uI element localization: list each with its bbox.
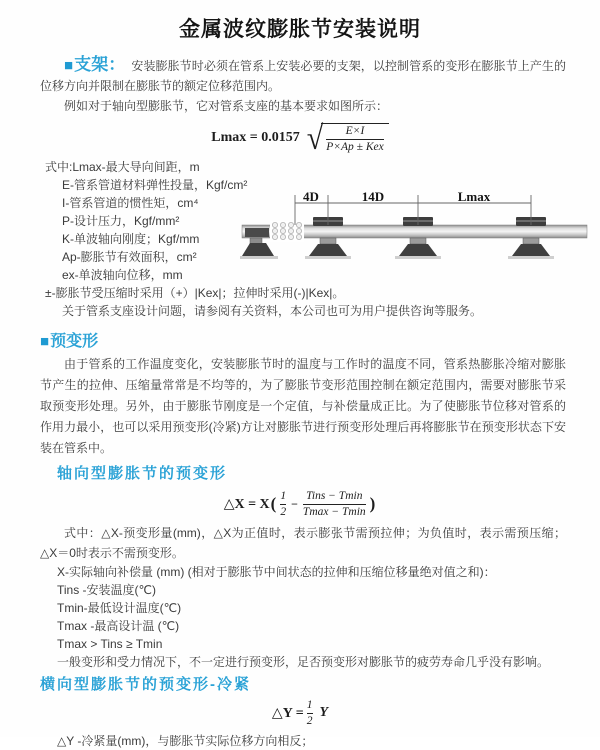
definition-line: ±-膨胀节受压缩时采用（+）|Kex|；拉伸时采用(-)|Kex|。 xyxy=(45,286,345,300)
fraction-numerator: Tins − Tmin xyxy=(306,489,363,502)
lmax-fraction-numerator: E×I xyxy=(345,124,365,137)
dim-label-14d: 14D xyxy=(361,189,385,204)
lateral-item: △Y -冷紧量(mm)，与膨胀节实际位移方向相反； xyxy=(57,734,314,748)
definition-line: 关于管系支座设计问题，请参阅有关资料，本公司也可为用户提供咨询等服务。 xyxy=(62,304,483,318)
half-fraction xyxy=(307,699,313,728)
fraction-denominator: 2 xyxy=(280,505,287,518)
fraction-numerator: 1 xyxy=(306,698,313,711)
definition-line: I-管系管道的惯性矩，cm⁴ xyxy=(62,196,199,210)
fraction-numerator: 1 xyxy=(280,489,287,502)
axial-item: Tmax > Tins ≥ Tmin xyxy=(57,637,163,651)
support-section-heading: 支架： xyxy=(74,55,126,74)
fraction-bar xyxy=(326,139,384,140)
left-paren: ( xyxy=(270,494,277,513)
lateral-formula xyxy=(0,698,600,728)
minus-operator: − xyxy=(291,496,298,511)
dim-label-4d: 4D xyxy=(303,189,319,204)
lateral-formula-rhs: Y xyxy=(319,705,329,720)
lmax-formula-fraction xyxy=(321,123,389,154)
definition-line: K-单波轴向刚度；Kgf/mm xyxy=(62,232,200,246)
axial-subsection-heading: 轴向型膨胀节的预变形 xyxy=(57,465,228,482)
page-title: 金属波纹膨胀节安装说明 xyxy=(179,18,421,41)
fraction-bar xyxy=(303,504,366,505)
fraction-denominator: 2 xyxy=(306,714,313,727)
fraction-bar xyxy=(280,504,286,505)
fraction-denominator: Tmax − Tmin xyxy=(302,505,366,518)
definition-line: P-设计压力，Kgf/mm² xyxy=(62,214,180,228)
half-fraction xyxy=(280,490,286,519)
fraction-bar xyxy=(307,713,313,714)
definition-line: 式中:Lmax-最大导向间距，m xyxy=(45,160,200,174)
axial-formula xyxy=(0,487,600,521)
predeform-heading-text: 预变形 xyxy=(50,333,99,350)
lmax-formula-lhs: Lmax = 0.0157 xyxy=(211,130,300,145)
definition-line: E-管系管道材料弹性投量，Kgf/cm² xyxy=(62,178,248,192)
predeform-body-paragraph: 由于管系的工作温度变化，安装膨胀节时的温度与工作时的温度不同，管系热膨胀冷缩对膨胀节产生的拉伸、压缩量常常是不均等的，为了膨胀节变形范围控制在额定范围内，需要对膨胀节采取预变形处理。另外，由于膨胀节刚度是一个定值，与补偿量成正比。为了使膨胀节位移对管系的作用力最小，也可以采用预变形(冷紧)方让对膨胀节进行预变形处理后再将膨胀节在预变形状态下安装在管系中。 xyxy=(40,357,566,455)
right-paren: ) xyxy=(369,494,376,513)
lmax-formula xyxy=(0,119,600,157)
definition-line: Ap-膨胀节有效面积，cm² xyxy=(62,250,197,264)
support-intro-text: 安装膨胀节时必须在管系上安装必要的支架，以控制管系的变形在膨胀节上产生的位移方向并限制在膨胀节的额定位移范围内。 xyxy=(40,59,567,93)
axial-item: Tmax -最高设计温 (℃) xyxy=(57,619,180,633)
dim-label-lmax: Lmax xyxy=(457,189,491,204)
definition-line: ex-单波轴向位移，mm xyxy=(62,268,183,282)
axial-item: Tmin-最低设计温度(℃) xyxy=(57,601,182,615)
axial-item: Tins -安装温度(℃) xyxy=(57,583,157,597)
support-intro-paragraph xyxy=(40,55,566,96)
pipe-support-diagram xyxy=(240,190,592,268)
section-square-icon: ■ xyxy=(64,57,74,74)
axial-note: 一般变形和受力情况下，不一定进行预变形，足否预变形对膨胀节的疲劳寿命几乎没有影响。 xyxy=(57,655,550,669)
axial-formula-lhs: △X = X xyxy=(223,496,270,512)
radical-sign-icon: √ xyxy=(306,119,324,157)
lmax-fraction-denominator: P×Ap ± Kex xyxy=(326,140,384,153)
temperature-fraction xyxy=(303,490,366,519)
support-example-line: 例如对于轴向型膨胀节，它对管系支座的基本要求如图所示： xyxy=(64,99,389,113)
section-square-icon: ■ xyxy=(40,333,50,350)
predeform-section-heading xyxy=(40,332,566,352)
axial-items-list xyxy=(57,563,566,671)
lateral-formula-lhs: △Y = xyxy=(271,705,304,721)
axial-explain-paragraph: 式中：△X-预变形量(mm)，△X为正值时，表示膨张节需预拉伸；为负值时，表示需预压缩；△X＝0时表示不需预变形。 xyxy=(40,526,566,560)
axial-item: X-实际轴向补偿量 (mm) (相对于膨胀节中间状态的拉伸和压缩位移量绝对值之和)： xyxy=(57,565,496,579)
lateral-subsection-heading: 横向型膨胀节的预变形-冷紧 xyxy=(40,676,251,693)
